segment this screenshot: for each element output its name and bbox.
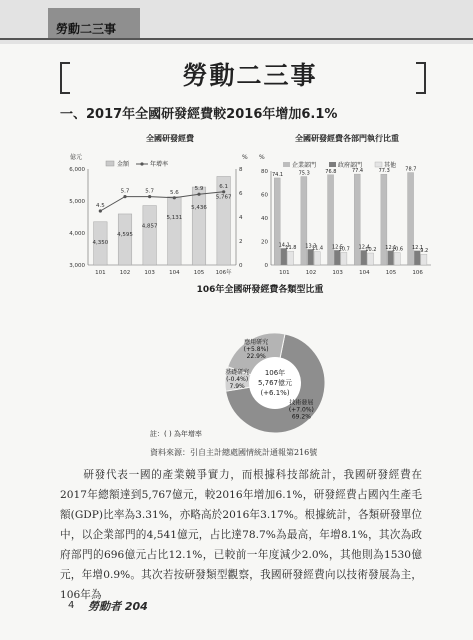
mid-x-tick: 102 (305, 270, 317, 276)
legend-label-government: 政府部門 (338, 162, 363, 169)
left-chart-y2-unit: % (242, 154, 248, 161)
legend-label-amount: 金額 (117, 161, 130, 168)
left-x-tick: 103 (144, 270, 155, 276)
mid-x-tick: 103 (332, 270, 343, 276)
type-share-donut-chart (110, 280, 410, 440)
left-rate-label: 5.9 (194, 186, 204, 193)
mid-y-tick: 40 (261, 216, 268, 222)
left-rate-label: 5.6 (169, 189, 179, 196)
left-y-tick: 5,000 (69, 199, 85, 205)
mid-y-tick: 0 (264, 263, 268, 269)
mid-y-tick: 60 (261, 192, 268, 199)
mid-bar (274, 178, 280, 265)
mid-bar-label: 75.3 (298, 170, 310, 177)
left-y2-tick: 4 (239, 215, 243, 221)
body-paragraph: 研發代表一國的產業競爭實力，而根據科技部統計，我國研發經費在2017年總額達到5,767億元，較2016年增加6.1%，研發經費占國內生產毛額(GDP)比率為3.31%，亦略高於2016年3.17%。根據統計，各類研發單位中，以企業部門的4,541億元，占比達78.7%為最高，年增8.1%，其次為政府部門的696億元占比12.1%，已較前一年度減少2.0%，其他則為1530億元，年增0.9%。其次若按研發類型觀察，我國研發經費向以技術發展為主，106年為 (60, 469, 422, 601)
mid-bar (328, 175, 334, 265)
left-x-tick: 104 (169, 270, 180, 276)
source-caption: 資料來源：引自主計總處國情統計通報第216號 (150, 448, 318, 457)
left-rate-point (148, 195, 151, 198)
mid-bar (368, 253, 374, 265)
left-bar-value-label: 5,131 (166, 214, 183, 221)
left-bar-value-label: 5,436 (191, 205, 207, 212)
left-rate-label: 6.1 (219, 183, 229, 190)
mid-bar-label: 10.6 (391, 246, 404, 253)
mid-bar-label: 77.3 (378, 168, 390, 175)
page-number: 4 (68, 600, 75, 611)
left-x-tick: 101 (95, 270, 106, 276)
donut-slice-rate: (+7.0%) (288, 406, 314, 414)
donut-slice-value: 22.9% (246, 353, 266, 361)
mid-bar-label: 11.4 (311, 245, 324, 252)
left-bar (118, 214, 132, 265)
mid-bar-label: 10.2 (365, 247, 377, 254)
left-y2-tick: 8 (239, 167, 243, 173)
mid-bar-label: 12.5 (331, 244, 344, 251)
left-x-tick: 106年 (215, 270, 232, 276)
donut-center-line-3: (+6.1%) (260, 389, 290, 397)
mid-bar (301, 177, 307, 265)
mid-bar (354, 174, 360, 265)
mid-bar-label: 10.7 (338, 246, 350, 253)
left-y-tick: 4,000 (69, 231, 85, 237)
mid-bar-label: 74.1 (271, 171, 284, 178)
section-heading: 一、2017年全國研發經費較2016年增加6.1% (60, 107, 338, 122)
page-title: 勞動二三事 (182, 61, 318, 90)
left-bar-value-label: 4,595 (117, 231, 133, 238)
legend-swatch-other (375, 162, 382, 167)
title-bracket-left (60, 62, 70, 94)
legend-marker-rate (140, 162, 143, 165)
mid-y-tick: 80 (261, 169, 268, 175)
mid-bar (341, 252, 347, 265)
mid-bar-label: 14.1 (278, 242, 290, 249)
legend-swatch-amount (106, 161, 114, 166)
mid-bar-label: 9.2 (420, 248, 429, 255)
left-bar (168, 197, 182, 265)
left-chart-legend (106, 160, 168, 168)
pie-note: 註：( ) 為年增率 (150, 430, 202, 438)
pie-chart-title: 106年全國研發經費各類型比重 (196, 285, 324, 295)
donut-slice-name: 基礎研究 (225, 368, 250, 376)
left-rate-point (99, 209, 102, 212)
left-y2-tick: 0 (239, 263, 243, 269)
left-rate-point (123, 195, 126, 198)
header-tab-label: 勞動二三事 (56, 22, 117, 36)
donut-slice-name: 技術發展 (289, 399, 314, 407)
donut-slice-name: 應用研究 (244, 339, 269, 347)
mid-x-tick: 106 (412, 270, 423, 276)
sector-share-chart (255, 125, 435, 290)
left-rate-label: 4.5 (95, 203, 105, 209)
mid-bar-label: 12.1 (411, 244, 424, 251)
left-bar-value-label: 4,350 (92, 239, 109, 246)
mid-bar (288, 251, 294, 265)
mid-bar (381, 174, 387, 265)
donut-slice-rate: (+5.8%) (243, 346, 269, 354)
mid-bar (314, 252, 320, 265)
mid-bar (408, 173, 414, 265)
legend-label-enterprise: 企業部門 (292, 162, 317, 169)
left-rate-label: 5.7 (120, 188, 130, 195)
mid-bar-label: 77.4 (351, 168, 364, 175)
left-bar (143, 206, 157, 265)
mid-x-tick: 101 (279, 270, 290, 276)
left-y-tick: 3,000 (69, 263, 85, 269)
mid-x-tick: 105 (385, 270, 397, 276)
donut-slice-value: 7.9% (229, 382, 245, 390)
mid-bar (421, 254, 427, 265)
left-y-tick: 6,000 (69, 167, 85, 173)
donut-center-line-1: 106年 (264, 369, 286, 377)
left-y2-tick: 6 (239, 191, 243, 197)
mid-bar-label: 76.8 (325, 168, 337, 175)
left-bar (192, 187, 206, 265)
mid-x-tick: 104 (359, 270, 370, 276)
mid-bar (308, 249, 314, 265)
left-y2-tick: 2 (239, 239, 243, 245)
mid-bar-label: 11.8 (285, 245, 297, 252)
left-rate-point (197, 193, 200, 196)
mid-y-tick: 20 (261, 239, 268, 246)
magazine-name: 勞動者 204 (88, 600, 148, 613)
left-bar-value-label: 5,767 (215, 194, 232, 201)
left-chart-title: 全國研發經費 (146, 134, 194, 143)
left-chart-y-unit: 億元 (70, 154, 83, 161)
mid-chart-title: 全國研發經費各部門執行比重 (295, 134, 399, 143)
header-divider (0, 38, 473, 40)
mid-bar (388, 251, 394, 265)
mid-bar-label: 12.4 (358, 244, 370, 251)
left-x-tick: 102 (119, 270, 131, 276)
left-rate-point (173, 196, 176, 199)
left-rate-point (222, 190, 225, 193)
legend-label-other: 其他 (384, 162, 397, 169)
mid-bar (394, 253, 400, 265)
legend-label-rate: 年增率 (150, 161, 169, 168)
legend-swatch-enterprise (283, 162, 290, 167)
rd-expenditure-chart (60, 125, 250, 290)
mid-chart-y-unit: % (259, 154, 265, 161)
donut-center-line-2: 5,767億元 (257, 379, 293, 387)
donut-slice-value: 69.2% (291, 413, 311, 421)
legend-swatch-government (329, 162, 336, 167)
left-rate-label: 5.7 (145, 188, 155, 195)
left-bar-value-label: 4,857 (141, 223, 158, 230)
mid-bar (334, 250, 340, 265)
mid-bar-label: 13.3 (305, 243, 317, 250)
title-bracket-right (416, 62, 426, 94)
mid-bar-label: 78.7 (405, 166, 417, 173)
donut-slice-rate: (-0.4%) (226, 375, 249, 383)
mid-bar-label: 12.1 (385, 244, 397, 251)
left-x-tick: 105 (193, 270, 205, 276)
